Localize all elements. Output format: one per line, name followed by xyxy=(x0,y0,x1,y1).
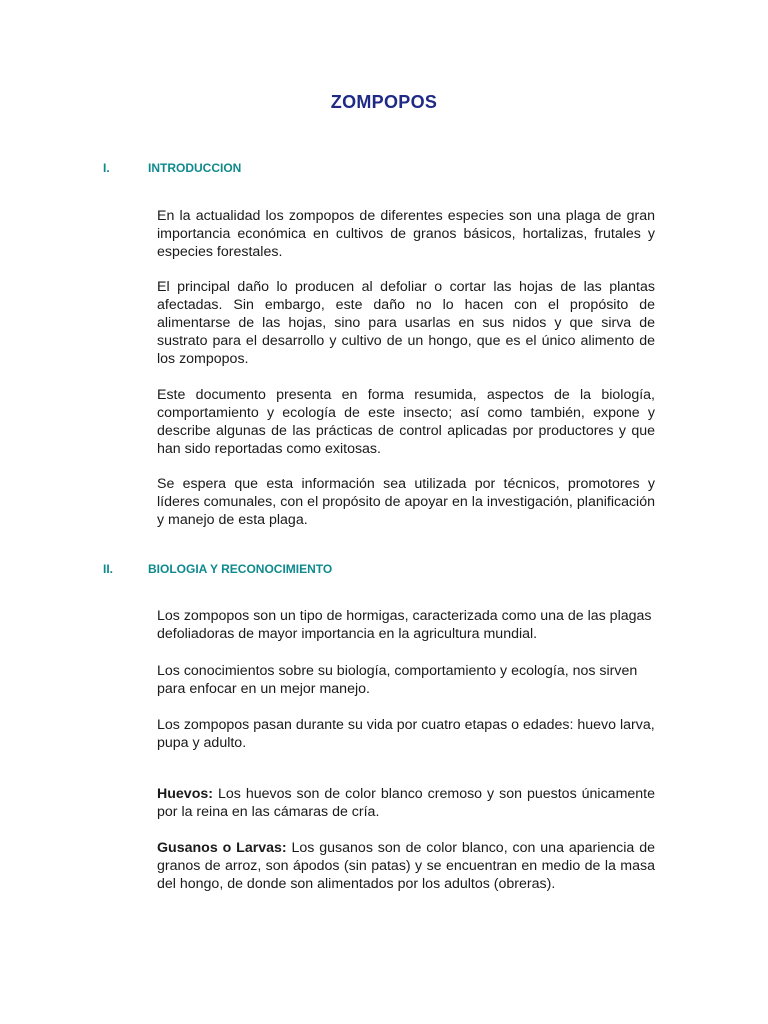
stage-paragraph-huevos xyxy=(157,785,655,821)
stage-text: Los gusanos son de color blanco, con una apariencia de granos de arroz, son ápodos (sin patas) y se encuentran en medio de la masa del hongo, de donde son alimentados por los adultos (obreras). xyxy=(157,840,655,892)
section-title: BIOLOGIA Y RECONOCIMIENTO xyxy=(148,562,333,576)
section-title: INTRODUCCION xyxy=(148,161,242,175)
paragraph: Los conocimientos sobre su biología, comportamiento y ecología, nos sirven para enfocar en un mejor manejo. xyxy=(157,663,638,697)
stage-text: Los huevos son de color blanco cremoso y son puestos únicamente por la reina en las cámaras de cría. xyxy=(157,786,655,820)
paragraph: El principal daño lo producen al defoliar o cortar las hojas de las plantas afectadas. Sin embargo, este daño no lo hacen con el propósito de alimentarse de las hojas, sino para usarlas en sus nidos y que sirva de sustrato para el desarrollo y cultivo de un hongo, que es el único alimento de los zompopos. xyxy=(157,279,655,367)
paragraph: Los zompopos son un tipo de hormigas, caracterizada como una de las plagas defoliadoras de mayor importancia en la agricultura mundial. xyxy=(157,608,652,642)
stage-term: Gusanos o Larvas: xyxy=(157,840,287,856)
paragraph: En la actualidad los zompopos de diferentes especies son una plaga de gran importancia económica en cultivos de granos básicos, hortalizas, frutales y especies forestales. xyxy=(157,208,655,260)
stage-term: Huevos: xyxy=(157,786,213,802)
paragraph: Este documento presenta en forma resumida, aspectos de la biología, comportamiento y ecología de este insecto; así como también, expone y describe algunas de las prácticas de control aplicadas por productores y que han sido reportadas como exitosas. xyxy=(157,387,655,457)
paragraph: Los zompopos pasan durante su vida por cuatro etapas o edades: huevo larva, pupa y adulto. xyxy=(157,717,655,751)
stage-paragraph-larvas xyxy=(157,839,655,893)
section-heading-introduccion xyxy=(103,161,241,175)
section-number: II. xyxy=(103,562,114,576)
section-heading-biologia xyxy=(103,562,332,576)
section-number: I. xyxy=(103,161,110,175)
paragraph: Se espera que esta información sea utilizada por técnicos, promotores y líderes comunales, con el propósito de apoyar en la investigación, planificación y manejo de esta plaga. xyxy=(157,476,655,528)
document-title: ZOMPOPOS xyxy=(330,92,438,112)
